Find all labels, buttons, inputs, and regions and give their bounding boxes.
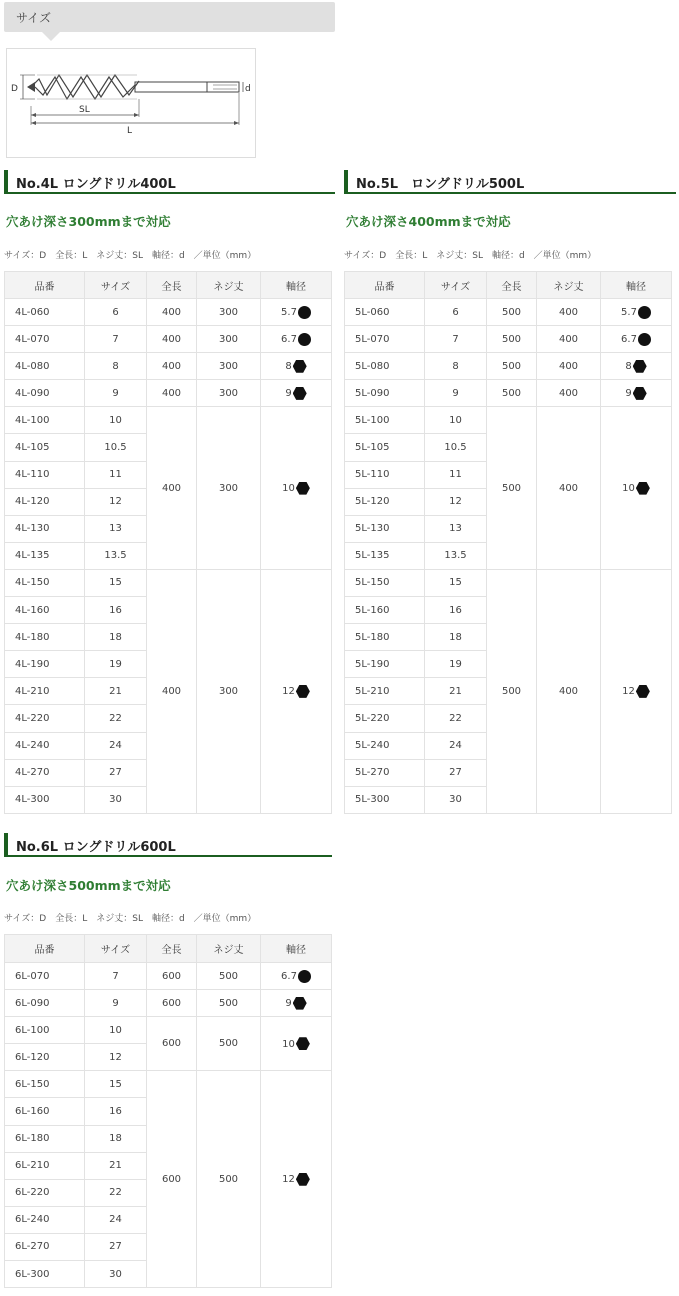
shank-diameter-cell — [601, 326, 672, 353]
product-code-cell: 5L-130 — [345, 515, 425, 542]
product-code-cell: 4L-130 — [5, 515, 85, 542]
length-cell: 500 — [487, 299, 537, 326]
length-cell: 600 — [147, 1071, 197, 1288]
size-cell: 21 — [425, 678, 487, 705]
size-cell: 6 — [85, 299, 147, 326]
table-row — [5, 407, 332, 434]
shank-diameter-value: 8 — [285, 361, 292, 373]
product-code-cell: 4L-190 — [5, 651, 85, 678]
shank-diameter-value: 12 — [622, 686, 635, 698]
product-code-cell: 4L-300 — [5, 786, 85, 813]
thread-length-cell: 400 — [537, 407, 601, 570]
table-row — [345, 299, 672, 326]
section-4l-units: サイズ：D 全長：L ネジ丈：SL 軸径：d ／単位（mm） — [4, 251, 257, 261]
length-cell: 400 — [147, 407, 197, 570]
product-code-cell: 4L-210 — [5, 678, 85, 705]
size-cell: 19 — [425, 651, 487, 678]
size-cell: 15 — [85, 569, 147, 596]
label-D: D — [11, 84, 18, 94]
size-cell: 13.5 — [425, 542, 487, 569]
size-cell: 10.5 — [425, 434, 487, 461]
shank-diameter-cell — [601, 299, 672, 326]
product-code-cell: 5L-210 — [345, 678, 425, 705]
shank-diameter-value: 5.7 — [621, 307, 637, 319]
drill-diagram — [6, 48, 256, 158]
table-row — [5, 1017, 332, 1044]
section-5l-units: サイズ：D 全長：L ネジ丈：SL 軸径：d ／単位（mm） — [344, 251, 597, 261]
product-code-cell: 5L-105 — [345, 434, 425, 461]
shank-diameter-value: 12 — [282, 686, 295, 698]
shank-diameter-cell — [601, 380, 672, 407]
product-code-cell: 6L-100 — [5, 1017, 85, 1044]
size-cell: 12 — [85, 488, 147, 515]
product-code-cell: 4L-270 — [5, 759, 85, 786]
length-cell: 500 — [487, 407, 537, 570]
size-cell: 11 — [85, 461, 147, 488]
product-code-cell: 5L-180 — [345, 624, 425, 651]
table-row — [5, 299, 332, 326]
round-shank-icon — [298, 970, 311, 983]
table-row — [5, 963, 332, 990]
thread-length-cell: 400 — [537, 380, 601, 407]
product-code-cell: 5L-080 — [345, 353, 425, 380]
size-cell: 11 — [425, 461, 487, 488]
product-code-cell: 4L-100 — [5, 407, 85, 434]
size-cell: 30 — [85, 1261, 147, 1288]
section-6l-title: No.6L ロングドリル600L — [16, 840, 176, 855]
hex-shank-icon — [296, 1173, 310, 1186]
round-shank-icon — [298, 333, 311, 346]
size-cell: 27 — [85, 1233, 147, 1260]
product-code-cell: 5L-150 — [345, 569, 425, 596]
size-cell: 6 — [425, 299, 487, 326]
table-row — [5, 569, 332, 596]
product-code-cell: 5L-120 — [345, 488, 425, 515]
product-code-cell: 4L-110 — [5, 461, 85, 488]
hex-shank-icon — [296, 685, 310, 698]
product-code-cell: 6L-120 — [5, 1044, 85, 1071]
thread-length-cell: 400 — [537, 299, 601, 326]
size-cell: 16 — [425, 597, 487, 624]
thread-length-cell: 300 — [197, 407, 261, 570]
product-code-cell: 4L-220 — [5, 705, 85, 732]
length-cell: 500 — [487, 380, 537, 407]
section-5l-heading — [344, 170, 676, 194]
product-code-cell: 5L-060 — [345, 299, 425, 326]
product-code-cell: 5L-160 — [345, 597, 425, 624]
table-header-row — [5, 935, 332, 963]
size-cell: 21 — [85, 678, 147, 705]
product-code-cell: 6L-090 — [5, 990, 85, 1017]
size-cell: 10 — [85, 1017, 147, 1044]
shank-diameter-value: 10 — [622, 483, 635, 495]
column-header: 軸径 — [601, 272, 672, 299]
shank-diameter-value: 10 — [282, 483, 295, 495]
shank-diameter-cell — [261, 1071, 332, 1288]
size-cell: 12 — [85, 1044, 147, 1071]
column-header: 品番 — [5, 935, 85, 963]
product-code-cell: 4L-180 — [5, 624, 85, 651]
thread-length-cell: 300 — [197, 569, 261, 813]
size-cell: 22 — [425, 705, 487, 732]
spec-table-5l — [344, 271, 672, 814]
size-cell: 8 — [85, 353, 147, 380]
product-code-cell: 4L-120 — [5, 488, 85, 515]
product-code-cell: 4L-150 — [5, 569, 85, 596]
table-row — [345, 353, 672, 380]
shank-diameter-cell — [261, 963, 332, 990]
label-d: d — [245, 84, 251, 94]
section-6l-units: サイズ：D 全長：L ネジ丈：SL 軸径：d ／単位（mm） — [4, 914, 257, 924]
spec-table-4l — [4, 271, 332, 814]
size-cell: 30 — [425, 786, 487, 813]
column-header: 軸径 — [261, 935, 332, 963]
length-cell: 400 — [147, 299, 197, 326]
thread-length-cell: 300 — [197, 380, 261, 407]
product-code-cell: 6L-070 — [5, 963, 85, 990]
product-code-cell: 5L-270 — [345, 759, 425, 786]
product-code-cell: 6L-150 — [5, 1071, 85, 1098]
column-header: サイズ — [425, 272, 487, 299]
drill-diagram-svg — [7, 49, 255, 157]
size-cell: 13 — [85, 515, 147, 542]
size-cell: 9 — [85, 990, 147, 1017]
product-code-cell: 6L-180 — [5, 1125, 85, 1152]
shank-diameter-value: 12 — [282, 1174, 295, 1186]
shank-diameter-cell — [261, 353, 332, 380]
product-code-cell: 4L-240 — [5, 732, 85, 759]
size-cell: 18 — [85, 1125, 147, 1152]
hex-shank-icon — [296, 1037, 310, 1050]
size-cell: 18 — [85, 624, 147, 651]
size-cell: 13.5 — [85, 542, 147, 569]
product-code-cell: 5L-100 — [345, 407, 425, 434]
size-cell: 16 — [85, 597, 147, 624]
length-cell: 500 — [487, 569, 537, 813]
size-tab — [4, 2, 335, 32]
length-cell: 400 — [147, 569, 197, 813]
round-shank-icon — [638, 333, 651, 346]
product-code-cell: 6L-240 — [5, 1206, 85, 1233]
hex-shank-icon — [296, 482, 310, 495]
column-header: サイズ — [85, 272, 147, 299]
size-cell: 15 — [85, 1071, 147, 1098]
column-header: 品番 — [5, 272, 85, 299]
table-header-row — [5, 272, 332, 299]
shank-diameter-cell — [261, 380, 332, 407]
shank-diameter-cell — [601, 353, 672, 380]
length-cell: 600 — [147, 990, 197, 1017]
thread-length-cell: 500 — [197, 1071, 261, 1288]
hex-shank-icon — [636, 685, 650, 698]
product-code-cell: 5L-135 — [345, 542, 425, 569]
product-code-cell: 4L-090 — [5, 380, 85, 407]
thread-length-cell: 300 — [197, 326, 261, 353]
column-header: 全長 — [487, 272, 537, 299]
drill-tip — [27, 82, 35, 92]
size-cell: 7 — [425, 326, 487, 353]
label-SL: SL — [79, 105, 90, 115]
product-code-cell: 4L-105 — [5, 434, 85, 461]
thread-length-cell: 400 — [537, 569, 601, 813]
column-header: ネジ丈 — [537, 272, 601, 299]
length-cell: 600 — [147, 1017, 197, 1071]
thread-length-cell: 300 — [197, 353, 261, 380]
size-cell: 22 — [85, 1179, 147, 1206]
shank-diameter-cell — [261, 326, 332, 353]
size-cell: 7 — [85, 963, 147, 990]
thread-length-cell: 500 — [197, 990, 261, 1017]
column-header: ネジ丈 — [197, 935, 261, 963]
tab-pointer — [40, 30, 62, 41]
table-row — [5, 326, 332, 353]
size-cell: 27 — [85, 759, 147, 786]
size-cell: 18 — [425, 624, 487, 651]
product-code-cell: 6L-300 — [5, 1261, 85, 1288]
size-cell: 10 — [425, 407, 487, 434]
round-shank-icon — [638, 306, 651, 319]
product-code-cell: 6L-220 — [5, 1179, 85, 1206]
shank-diameter-value: 5.7 — [281, 307, 297, 319]
shank-diameter-cell — [261, 1017, 332, 1071]
length-cell: 400 — [147, 326, 197, 353]
section-6l-heading — [4, 833, 332, 857]
size-cell: 24 — [85, 1206, 147, 1233]
shank-diameter-cell — [261, 407, 332, 570]
shank-diameter-value: 9 — [625, 388, 632, 400]
length-cell: 600 — [147, 963, 197, 990]
shank-diameter-value: 8 — [625, 361, 632, 373]
shank-diameter-cell — [261, 299, 332, 326]
spec-table-6l — [4, 934, 332, 1288]
thread-length-cell: 300 — [197, 299, 261, 326]
drill-shank — [135, 82, 239, 92]
shank-diameter-value: 10 — [282, 1038, 295, 1050]
product-code-cell: 6L-270 — [5, 1233, 85, 1260]
product-code-cell: 5L-190 — [345, 651, 425, 678]
section-4l-heading — [4, 170, 335, 194]
table-header-row — [345, 272, 672, 299]
product-code-cell: 4L-080 — [5, 353, 85, 380]
product-code-cell: 5L-110 — [345, 461, 425, 488]
product-code-cell: 5L-090 — [345, 380, 425, 407]
product-code-cell: 5L-240 — [345, 732, 425, 759]
size-cell: 15 — [425, 569, 487, 596]
product-code-cell: 6L-210 — [5, 1152, 85, 1179]
drill-spiral — [31, 75, 139, 99]
shank-diameter-cell — [261, 990, 332, 1017]
table-row — [5, 990, 332, 1017]
table-row — [345, 326, 672, 353]
thread-length-cell: 500 — [197, 963, 261, 990]
thread-length-cell: 400 — [537, 353, 601, 380]
section-4l-subtitle: 穴あけ深さ300mmまで対応 — [6, 214, 171, 229]
size-cell: 9 — [85, 380, 147, 407]
size-cell: 12 — [425, 488, 487, 515]
shank-diameter-value: 6.7 — [621, 334, 637, 346]
size-cell: 10.5 — [85, 434, 147, 461]
hex-shank-icon — [633, 387, 647, 400]
hex-shank-icon — [636, 482, 650, 495]
product-code-cell: 4L-070 — [5, 326, 85, 353]
product-code-cell: 5L-220 — [345, 705, 425, 732]
column-header: 全長 — [147, 935, 197, 963]
column-header: 軸径 — [261, 272, 332, 299]
thread-length-cell: 400 — [537, 326, 601, 353]
size-cell: 10 — [85, 407, 147, 434]
shank-diameter-value: 9 — [285, 388, 292, 400]
product-code-cell: 4L-060 — [5, 299, 85, 326]
table-row — [345, 380, 672, 407]
size-cell: 7 — [85, 326, 147, 353]
product-code-cell: 4L-135 — [5, 542, 85, 569]
product-code-cell: 4L-160 — [5, 597, 85, 624]
size-cell: 24 — [425, 732, 487, 759]
table-row — [5, 1071, 332, 1098]
product-code-cell: 5L-070 — [345, 326, 425, 353]
shank-diameter-cell — [261, 569, 332, 813]
size-cell: 27 — [425, 759, 487, 786]
length-cell: 400 — [147, 353, 197, 380]
shank-diameter-value: 6.7 — [281, 334, 297, 346]
column-header: 全長 — [147, 272, 197, 299]
table-row — [5, 380, 332, 407]
size-cell: 9 — [425, 380, 487, 407]
section-5l-subtitle: 穴あけ深さ400mmまで対応 — [346, 214, 511, 229]
shank-diameter-cell — [601, 569, 672, 813]
size-cell: 19 — [85, 651, 147, 678]
section-4l-title: No.4L ロングドリル400L — [16, 177, 176, 192]
section-6l-subtitle: 穴あけ深さ500mmまで対応 — [6, 878, 171, 893]
length-cell: 400 — [147, 380, 197, 407]
size-tab-label: サイズ — [16, 11, 52, 25]
round-shank-icon — [298, 306, 311, 319]
label-L: L — [127, 126, 133, 136]
size-cell: 22 — [85, 705, 147, 732]
length-cell: 500 — [487, 353, 537, 380]
size-cell: 30 — [85, 786, 147, 813]
column-header: サイズ — [85, 935, 147, 963]
table-row — [5, 353, 332, 380]
thread-length-cell: 500 — [197, 1017, 261, 1071]
size-cell: 21 — [85, 1152, 147, 1179]
shank-diameter-cell — [601, 407, 672, 570]
hex-shank-icon — [293, 387, 307, 400]
hex-shank-icon — [293, 360, 307, 373]
size-cell: 8 — [425, 353, 487, 380]
column-header: 品番 — [345, 272, 425, 299]
length-cell: 500 — [487, 326, 537, 353]
product-code-cell: 5L-300 — [345, 786, 425, 813]
section-5l-title: No.5L ロングドリル500L — [356, 177, 525, 192]
shank-diameter-value: 6.7 — [281, 971, 297, 983]
table-row — [345, 569, 672, 596]
size-cell: 13 — [425, 515, 487, 542]
size-cell: 24 — [85, 732, 147, 759]
column-header: ネジ丈 — [197, 272, 261, 299]
size-cell: 16 — [85, 1098, 147, 1125]
hex-shank-icon — [293, 997, 307, 1010]
hex-shank-icon — [633, 360, 647, 373]
product-code-cell: 6L-160 — [5, 1098, 85, 1125]
shank-diameter-value: 9 — [285, 998, 292, 1010]
table-row — [345, 407, 672, 434]
